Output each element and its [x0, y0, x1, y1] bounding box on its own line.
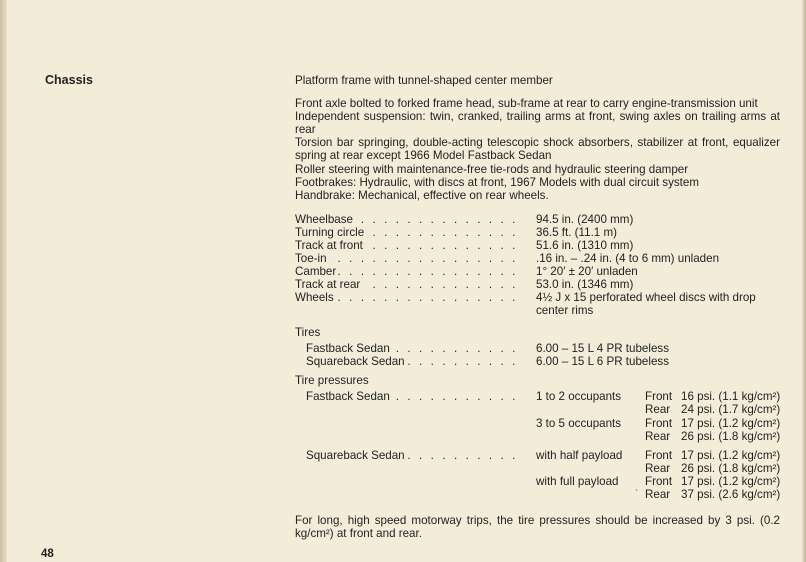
suspension-text: Independent suspension: twin, cranked, trailing arms at front, swing axles on trailing arms at rear [295, 110, 780, 137]
spec-value: 1° 20′ ± 20′ unladen [536, 265, 638, 278]
torsion-text: Torsion bar springing, double-acting telescopic shock absorbers, stabilizer at front, equalizer spring at rear except 1966 Model Fastback Sedan [295, 136, 780, 163]
front-pressure: 16 psi. (1.1 kg/cm²) [681, 390, 781, 403]
spec-value: 94.5 in. (2400 mm) [536, 213, 634, 226]
page-right-edge [802, 0, 806, 562]
spec-value: 36.5 ft. (11.1 m) [536, 226, 617, 239]
spec-label: Wheels [295, 291, 334, 304]
tire-label: Fastback Sedan [306, 342, 390, 355]
section-title: Chassis [45, 73, 93, 87]
rear-pressure: 37 psi. (2.6 kg/cm²) [681, 488, 781, 501]
footnote-text: For long, high speed motorway trips, the tire pressures should be increased by 3 psi. (0.2 kg/cm²) at front and rear. [295, 514, 780, 541]
leader-dots: . . . . . . . . . . . . . [372, 239, 518, 252]
spec-label: Turning circle [295, 226, 365, 239]
tire-value: 6.00 – 15 L 6 PR tubeless [536, 355, 669, 368]
leader-dots: . . . . . . . . . . . . . [372, 278, 518, 291]
front-axle-text: Front axle bolted to forked frame head, sub-frame at rear to carry engine-transmission unit [295, 97, 758, 110]
rear-pressure: 24 psi. (1.7 kg/cm²) [681, 403, 781, 416]
pressures-heading: Tire pressures [295, 374, 369, 387]
payload-label: with half payload [536, 449, 623, 462]
spec-value: 4½ J x 15 perforated wheel discs with drop center rims [536, 291, 756, 318]
handbrake-text: Handbrake: Mechanical, effective on rear wheels. [295, 189, 549, 202]
steering-text: Roller steering with maintenance-free tie-rods and hydraulic steering damper [295, 163, 689, 176]
spec-row-track-rear [295, 278, 780, 292]
front-label: Front [645, 449, 673, 462]
rear-label: Rear [645, 430, 671, 443]
spec-row-camber [295, 265, 780, 279]
platform-text: Platform frame with tunnel-shaped center member [295, 74, 553, 87]
front-pressure: 17 psi. (1.2 kg/cm²) [681, 475, 781, 488]
tire-label: Squareback Sedan [306, 355, 405, 368]
front-label: Front [645, 417, 673, 430]
rear-pressure: 26 psi. (1.8 kg/cm²) [681, 430, 781, 443]
spec-row-wheelbase [295, 213, 780, 227]
spec-row-wheels [295, 291, 780, 319]
spec-row-turning-circle [295, 226, 780, 240]
tire-value: 6.00 – 15 L 4 PR tubeless [536, 342, 669, 355]
page-number: 48 [41, 548, 54, 560]
payload-label: with full payload [536, 475, 619, 488]
rear-label: Rear [645, 462, 671, 475]
leader-dots: . . . . . . . . . . . . . [372, 226, 518, 239]
tire-row-squareback [295, 355, 780, 369]
print-speck: ˋ [635, 489, 639, 500]
spec-label: Track at front [295, 239, 363, 252]
occupants-label: 1 to 2 occupants [536, 390, 622, 403]
spec-label: Track at rear [295, 278, 361, 291]
leader-dots: . . . . . . . . . . [407, 449, 518, 462]
spec-row-toe-in [295, 252, 780, 266]
front-pressure: 17 psi. (1.2 kg/cm²) [681, 449, 781, 462]
pressure-label: Squareback Sedan [306, 449, 405, 462]
spec-label: Wheelbase [295, 213, 354, 226]
tires-heading: Tires [295, 326, 321, 339]
leader-dots: . . . . . . . . . . . . . . . . [337, 291, 518, 304]
leader-dots: . . . . . . . . . . [407, 355, 518, 368]
leader-dots: . . . . . . . . . . . . . . . . [337, 252, 518, 265]
leader-dots: . . . . . . . . . . . . . . . . [337, 265, 518, 278]
leader-dots: . . . . . . . . . . . . . . [360, 213, 518, 226]
page-left-edge [0, 0, 7, 562]
leader-dots: . . . . . . . . . . . [395, 390, 518, 403]
tire-row-fastback [295, 342, 780, 356]
rear-label: Rear [645, 488, 671, 501]
spec-row-track-front [295, 239, 780, 253]
spec-value: 51.6 in. (1310 mm) [536, 239, 634, 252]
rear-label: Rear [645, 403, 671, 416]
front-pressure: 17 psi. (1.2 kg/cm²) [681, 417, 781, 430]
spec-value: 53.0 in. (1346 mm) [536, 278, 634, 291]
front-label: Front [645, 475, 673, 488]
spec-label: Camber [295, 265, 337, 278]
rear-pressure: 26 psi. (1.8 kg/cm²) [681, 462, 781, 475]
front-label: Front [645, 390, 673, 403]
spec-label: Toe-in [295, 252, 327, 265]
footbrakes-text: Footbrakes: Hydraulic, with discs at front, 1967 Models with dual circuit system [295, 176, 700, 189]
leader-dots: . . . . . . . . . . . [395, 342, 518, 355]
spec-value: .16 in. – .24 in. (4 to 6 mm) unladen [536, 252, 720, 265]
pressure-label: Fastback Sedan [306, 390, 390, 403]
occupants-label: 3 to 5 occupants [536, 417, 622, 430]
